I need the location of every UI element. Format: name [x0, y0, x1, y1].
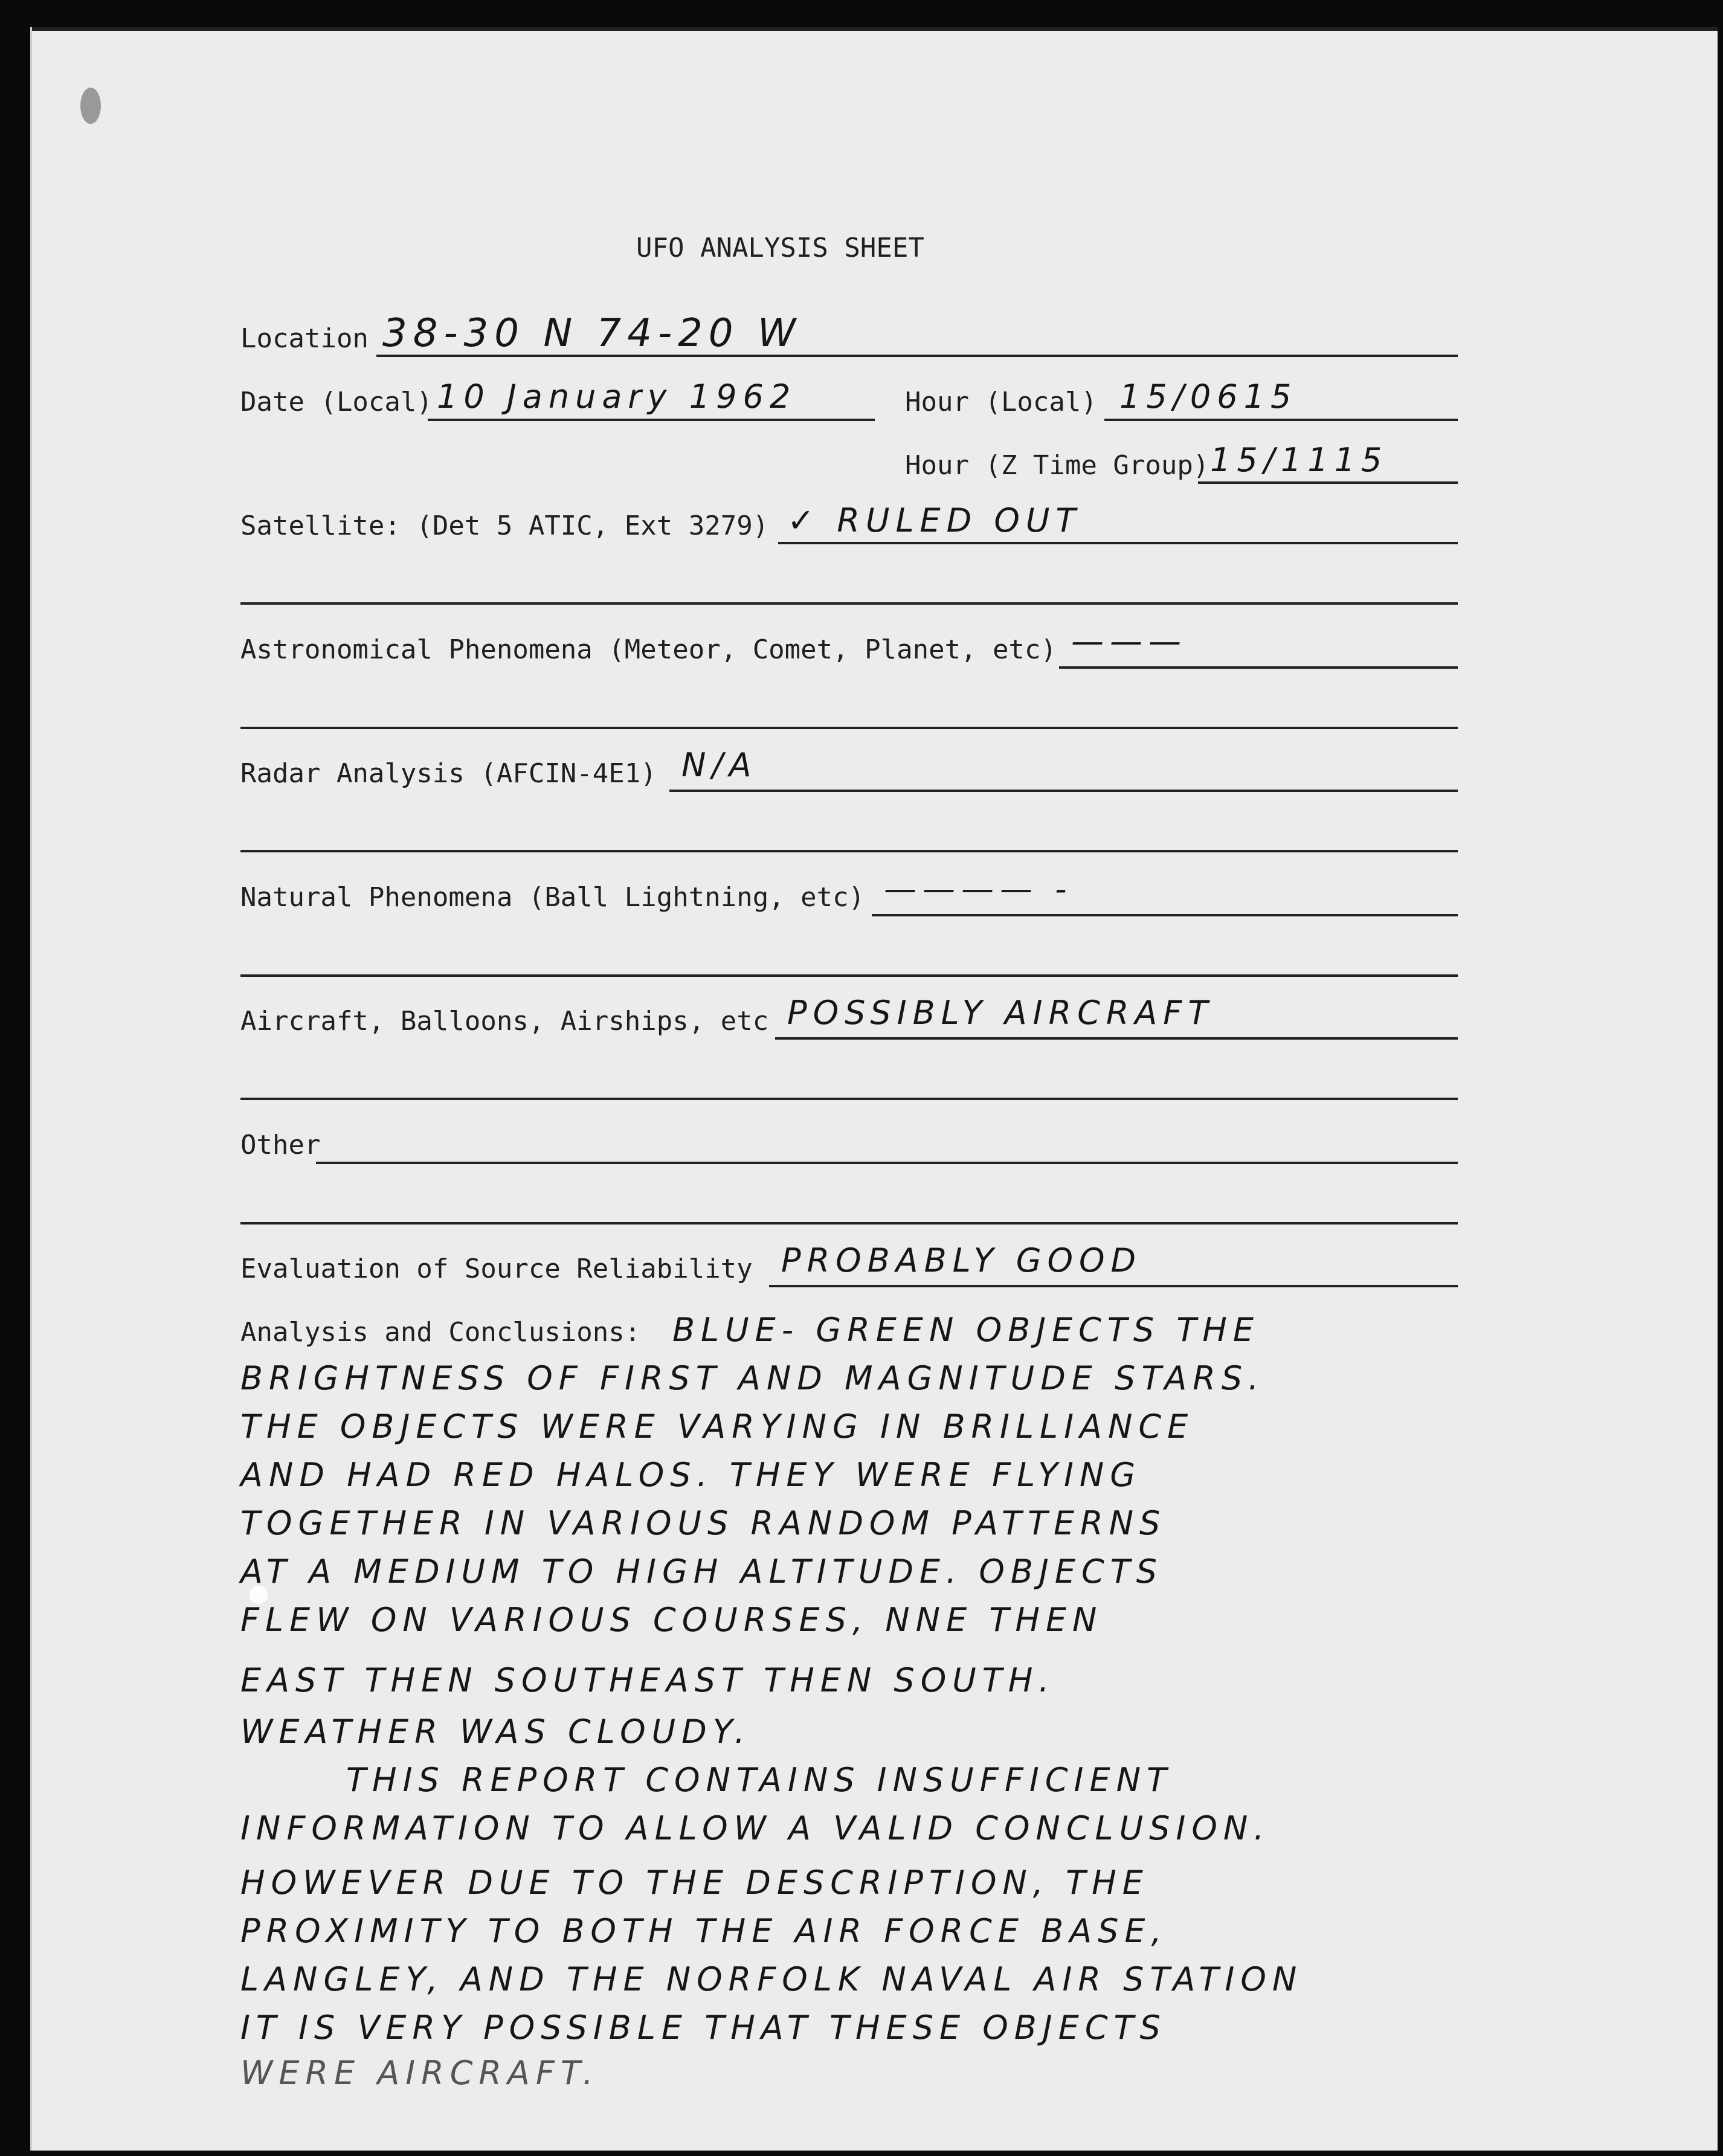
- radar-label: Radar Analysis (AFCIN-4E1): [240, 758, 657, 789]
- date-rule: [428, 419, 875, 421]
- analysis-line: PROXIMITY TO BOTH THE AIR FORCE BASE,: [240, 1912, 1168, 1950]
- other-label: Other: [240, 1130, 321, 1160]
- analysis-line: INFORMATION TO ALLOW A VALID CONCLUSION.: [240, 1809, 1271, 1847]
- hour-z-value: 15/1115: [1210, 441, 1388, 479]
- astro-rule: [1059, 666, 1458, 669]
- date-value: 10 January 1962: [437, 378, 797, 416]
- radar-value: N/A: [681, 746, 758, 784]
- hour-local-rule: [1104, 419, 1458, 421]
- hour-local-label: Hour (Local): [905, 387, 1097, 417]
- satellite-rule-2: [240, 602, 1458, 605]
- reliability-value: PROBABLY GOOD: [781, 1241, 1142, 1279]
- scan-edge: [32, 27, 1718, 31]
- other-rule-2: [240, 1222, 1458, 1224]
- analysis-line: BLUE- GREEN OBJECTS THE: [672, 1311, 1260, 1349]
- analysis-line: LANGLEY, AND THE NORFOLK NAVAL AIR STATION: [240, 1960, 1303, 1998]
- satellite-rule: [778, 542, 1458, 544]
- analysis-line: WERE AIRCRAFT.: [240, 2054, 599, 2092]
- analysis-line: TOGETHER IN VARIOUS RANDOM PATTERNS: [240, 1504, 1167, 1542]
- date-label: Date (Local): [240, 387, 433, 417]
- analysis-line: AT A MEDIUM TO HIGH ALTITUDE. OBJECTS: [240, 1553, 1163, 1591]
- location-value: 38-30 N 74-20 W: [382, 311, 802, 356]
- reliability-label: Evaluation of Source Reliability: [240, 1253, 753, 1284]
- analysis-line: WEATHER WAS CLOUDY.: [240, 1713, 751, 1751]
- aircraft-value: POSSIBLY AIRCRAFT: [787, 994, 1214, 1032]
- natural-value: ———— -: [884, 870, 1073, 908]
- analysis-line: EAST THEN SOUTHEAST THEN SOUTH.: [240, 1661, 1055, 1699]
- hour-local-value: 15/0615: [1119, 378, 1298, 416]
- analysis-sheet: [30, 27, 1718, 2151]
- satellite-value: ✓ RULED OUT: [787, 501, 1082, 539]
- astro-label: Astronomical Phenomena (Meteor, Comet, Planet, etc): [240, 634, 1057, 665]
- analysis-line: BRIGHTNESS OF FIRST AND MAGNITUDE STARS.: [240, 1359, 1265, 1397]
- analysis-line: FLEW ON VARIOUS COURSES, NNE THEN: [240, 1601, 1103, 1639]
- analysis-line: IT IS VERY POSSIBLE THAT THESE OBJECTS: [240, 2009, 1167, 2047]
- natural-rule: [872, 914, 1458, 916]
- radar-rule: [669, 790, 1458, 792]
- reliability-rule: [769, 1285, 1458, 1287]
- sheet-title: UFO ANALYSIS SHEET: [636, 233, 924, 263]
- radar-rule-2: [240, 850, 1458, 852]
- aircraft-label: Aircraft, Balloons, Airships, etc: [240, 1006, 769, 1037]
- analysis-line: HOWEVER DUE TO THE DESCRIPTION, THE: [240, 1864, 1149, 1902]
- satellite-label: Satellite: (Det 5 ATIC, Ext 3279): [240, 510, 769, 541]
- natural-label: Natural Phenomena (Ball Lightning, etc): [240, 882, 865, 913]
- aircraft-rule: [775, 1037, 1458, 1040]
- aircraft-rule-2: [240, 1098, 1458, 1100]
- astro-value: ———: [1071, 622, 1187, 660]
- location-label: Location: [240, 323, 369, 354]
- analysis-label: Analysis and Conclusions:: [240, 1317, 641, 1348]
- astro-rule-2: [240, 727, 1458, 729]
- hour-z-rule: [1198, 481, 1458, 484]
- scan-smudge: [80, 88, 101, 124]
- hour-z-label: Hour (Z Time Group): [905, 450, 1209, 481]
- other-rule: [316, 1162, 1458, 1164]
- analysis-line: THE OBJECTS WERE VARYING IN BRILLIANCE: [240, 1408, 1194, 1446]
- analysis-line: AND HAD RED HALOS. THEY WERE FLYING: [240, 1456, 1142, 1494]
- location-rule: [376, 355, 1458, 357]
- analysis-line: THIS REPORT CONTAINS INSUFFICIENT: [346, 1761, 1173, 1799]
- natural-rule-2: [240, 974, 1458, 977]
